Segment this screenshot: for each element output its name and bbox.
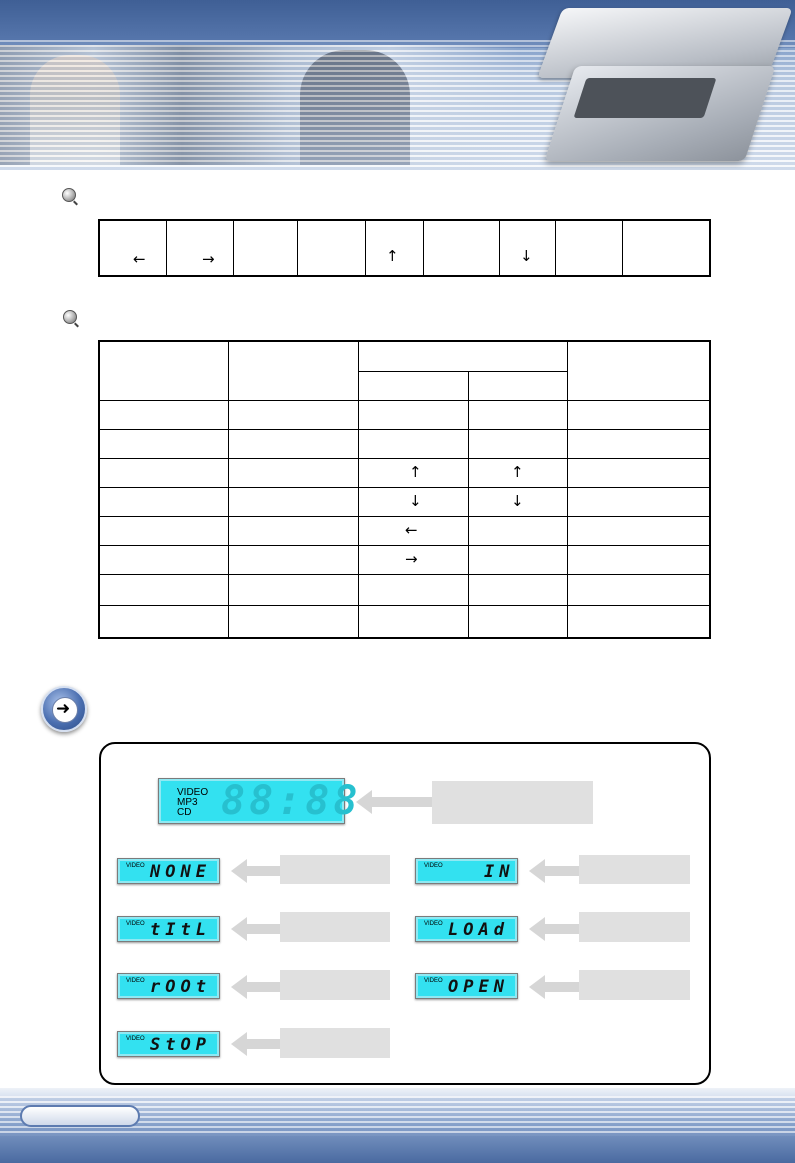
table-hline (358, 371, 567, 372)
table-hline (100, 516, 709, 517)
bullet-icon (62, 188, 76, 202)
lcd-label-mp3: MP3 (177, 797, 198, 808)
lcd-text: tItL (150, 920, 211, 940)
up-arrow-icon: ↑ (409, 463, 422, 481)
lcd-label-video: VIDEO (424, 863, 443, 869)
pointer-arrow (245, 1039, 280, 1049)
down-arrow-icon: ↓ (520, 247, 533, 265)
lcd-titl (117, 916, 220, 942)
key-cell (623, 221, 709, 275)
lcd-stop (117, 1031, 220, 1057)
lcd-root (117, 973, 220, 999)
callout-box (280, 1028, 390, 1058)
arrow-right-circle-icon (41, 686, 87, 732)
left-arrow-icon: ← (133, 250, 146, 268)
table-hline (100, 400, 709, 401)
key-cell (234, 221, 298, 275)
lcd-label-cd: CD (177, 807, 192, 818)
laptop-keyboard (574, 78, 717, 118)
arrow-icon-inner: ➜ (52, 697, 78, 723)
lcd-label-video: VIDEO (126, 863, 145, 869)
pointer-arrow (245, 924, 280, 934)
pointer-arrow (543, 866, 579, 876)
table-hline (100, 545, 709, 546)
table-hline (100, 574, 709, 575)
key-cell (298, 221, 366, 275)
table-vline (228, 342, 229, 637)
left-arrow-icon: ← (405, 521, 418, 539)
lcd-text: LOAd (448, 920, 509, 940)
down-arrow-icon: ↓ (409, 492, 422, 510)
bullet-icon (63, 310, 77, 324)
lcd-label-video: VIDEO (177, 787, 209, 798)
pointer-arrow (245, 866, 280, 876)
table-hline (100, 605, 709, 606)
callout-box (579, 912, 690, 942)
pointer-arrow (245, 982, 280, 992)
callout-box (579, 970, 690, 1000)
lcd-label-video: VIDEO (126, 1036, 145, 1042)
lcd-open (415, 973, 518, 999)
key-cell (366, 221, 424, 275)
right-arrow-icon: → (405, 550, 418, 568)
pointer-arrow (543, 924, 579, 934)
table-hline (100, 429, 709, 430)
lcd-digits: 88:88 (221, 778, 362, 824)
callout-box (579, 855, 690, 884)
lcd-in (415, 858, 518, 884)
lcd-label-video: VIDEO (424, 921, 443, 927)
table-vline (468, 371, 469, 637)
down-arrow-icon: ↓ (511, 492, 524, 510)
lcd-none (117, 858, 220, 884)
callout-box (280, 912, 390, 942)
table-hline (100, 458, 709, 459)
callout-box (280, 970, 390, 1000)
table-hline (100, 487, 709, 488)
up-arrow-icon: ↑ (386, 247, 399, 265)
lcd-text: rOOt (150, 977, 211, 997)
lcd-text: IN (484, 862, 515, 882)
function-table (98, 340, 711, 639)
callout-box (432, 781, 593, 824)
lcd-text: OPEN (448, 977, 509, 997)
pointer-arrow (543, 982, 579, 992)
key-cell (500, 221, 556, 275)
callout-box (280, 855, 390, 884)
key-cell (167, 221, 234, 275)
table-vline (567, 342, 568, 637)
laptop-image (540, 8, 790, 168)
header-banner (0, 0, 795, 170)
lcd-text: StOP (150, 1035, 211, 1055)
lcd-label-video: VIDEO (126, 921, 145, 927)
key-cell (424, 221, 500, 275)
lcd-label-video: VIDEO (126, 978, 145, 984)
pointer-arrow (370, 797, 432, 807)
right-arrow-icon: → (202, 250, 215, 268)
lcd-label-video: VIDEO (424, 978, 443, 984)
key-cell (556, 221, 623, 275)
lcd-text: NONE (150, 862, 211, 882)
page-tab (20, 1105, 140, 1127)
up-arrow-icon: ↑ (511, 463, 524, 481)
main-lcd-display (158, 778, 362, 824)
key-table (98, 219, 711, 277)
key-cell (100, 221, 167, 275)
lcd-load (415, 916, 518, 942)
table-vline (358, 342, 359, 637)
